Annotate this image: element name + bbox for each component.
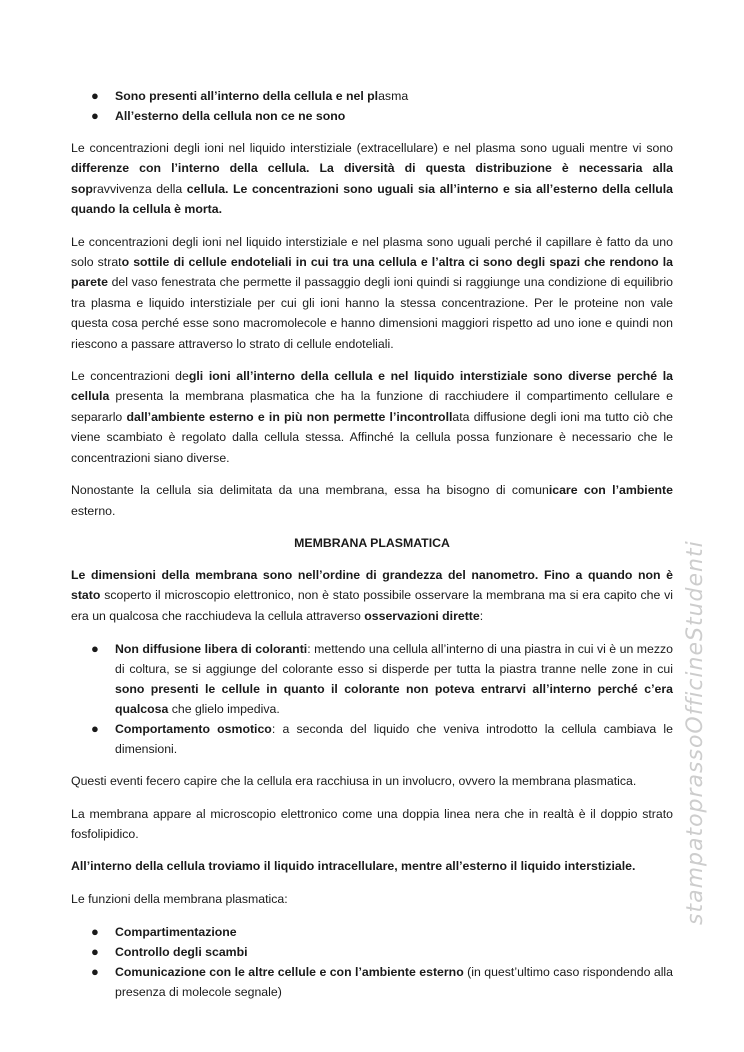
paragraph-electron-microscope: La membrana appare al microscopio elettronico come una doppia linea nera che in realtà è il doppio strato fosfolipidico.: [71, 806, 673, 841]
paragraph-capillary: Le concentrazioni degli ioni nel liquido interstiziale e nel plasma sono uguali perché il capillare è fatto da uno solo strato sottile di cellule endoteliali in cui tra una cellula e l’altra ci sono degli spazi che rendono la parete del vaso fenestrata che permette il passaggio degli ioni quindi si raggiunge una condizione di equilibrio tra plasma e liquido interstiziale per cui gli ioni hanno la stessa concentrazione. Per le proteine non vale questa cosa perché esse sono macromolecole e hanno dimensioni maggiori rispetto ad uno ione e quindi non riescono a passare attraverso lo strato di cellule endoteliali.: [71, 234, 673, 351]
list-item: ● Controllo degli scambi: [71, 942, 673, 962]
bullet-icon: ●: [91, 108, 99, 123]
bullet-icon: ●: [91, 924, 99, 940]
paragraph-membrane-dimensions: Le dimensioni della membrana sono nell’ordine di grandezza del nanometro. Fino a quando non è stato scoperto il microscopio elettronico, non è stato possibile osservare la membrana ma si era capito che vi era un qualcosa che racchiudeva la cellula attraverso osservazioni dirette:: [71, 567, 673, 623]
bullet-icon: ●: [91, 721, 99, 737]
list-item: ● Comunicazione con le altre cellule e con l’ambiente esterno (in quest’ultimo caso rispondendo alla presenza di molecole segnale): [91, 964, 673, 1000]
top-bullet-list: [71, 86, 673, 126]
paragraph-liquids: All’interno della cellula troviamo il liquido intracellulare, mentre all’esterno il liquido interstiziale.: [71, 859, 636, 874]
list-item: ● Sono presenti all’interno della cellula e nel plasma: [71, 86, 673, 106]
list-item: ● Non diffusione libera di coloranti: mettendo una cellula all’interno di una piastra in cui vi è un mezzo di coltura, se si aggiunge del colorante esso si disperde per tutta la piastra tranne nelle zone in cui sono presenti le cellule in quanto il colorante non poteva entrarvi all’interno perché c’era qualcosa che glielo impediva.: [91, 641, 673, 717]
paragraph-communication: Nonostante la cellula sia delimitata da una membrana, essa ha bisogno di comunicare con l’ambiente esterno.: [71, 483, 673, 518]
list-item: ● All’esterno della cellula non ce ne sono: [71, 106, 673, 126]
paragraph-events: Questi eventi fecero capire che la cellula era racchiusa in un involucro, ovvero la membrana plasmatica.: [71, 774, 637, 789]
bullet-icon: ●: [91, 944, 99, 960]
paragraph-functions-intro: Le funzioni della membrana plasmatica:: [71, 891, 288, 906]
observations-list: [71, 639, 673, 759]
bullet-icon: ●: [91, 964, 99, 980]
functions-list: [71, 922, 673, 1002]
paragraph-ion-concentrations: Le concentrazioni degli ioni nel liquido interstiziale (extracellulare) e nel plasma sono uguali mentre vi sono differenze con l’interno della cellula. La diversità di questa distribuzione è necessaria alla sopravvivenza della cellula. Le concentrazioni sono uguali sia all’interno e sia all’esterno della cellula quando la cellula è morta.: [71, 141, 674, 217]
bullet-icon: ●: [91, 641, 99, 657]
watermark: stampatoprassoOfficineStudenti: [683, 540, 708, 925]
document-page: [71, 86, 673, 1002]
list-item: ● Comportamento osmotico: a seconda del liquido che veniva introdotto la cellula cambiava le dimensioni.: [91, 721, 673, 757]
paragraph-cell-membrane-role: Le concentrazioni degli ioni all’interno della cellula e nel liquido interstiziale sono diverse perché la cellula presenta la membrana plasmatica che ha la funzione di racchiudere il compartimento cellulare e separarlo dall’ambiente esterno e in più non permette l’incontrollata diffusione degli ioni ma tutto ciò che viene scambiato è regolato dalla cellula stessa. Affinché la cellula possa funzionare è necessario che le concentrazioni siano diverse.: [71, 369, 674, 465]
list-item: ● Compartimentazione: [71, 922, 673, 942]
section-heading: MEMBRANA PLASMATICA: [294, 535, 450, 550]
bullet-icon: ●: [91, 88, 99, 103]
